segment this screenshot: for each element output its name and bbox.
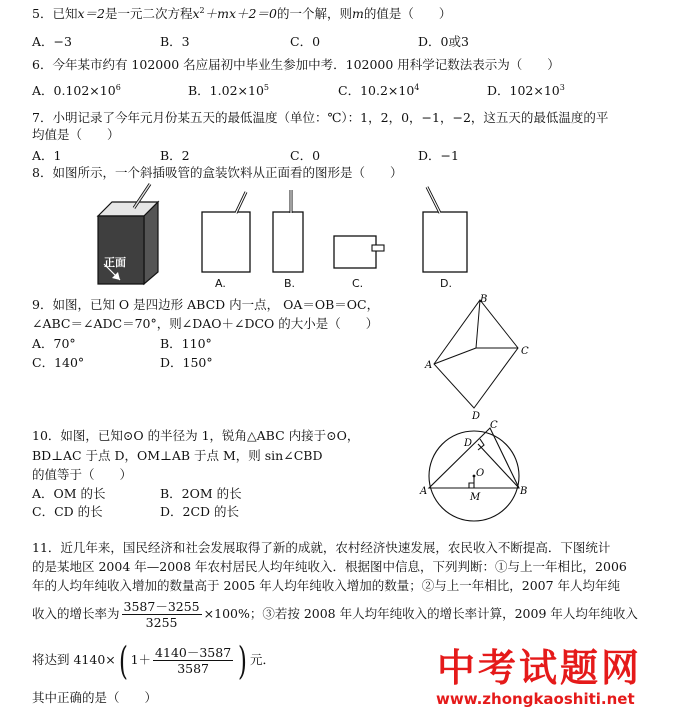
q9-option-d: D．150°: [160, 355, 213, 370]
q5-option-c: C．0: [290, 34, 321, 49]
q10-stem-line1: 10．如图，已知⊙O 的半径为 1，锐角△ABC 内接于⊙O，: [32, 428, 360, 443]
q11-line1: 11．近几年来，国民经济和社会发展取得了新的成就，农村经济快速发展，农民收入不断提高．下图统计: [32, 540, 611, 555]
fraction-growth-2007: $\frac{3587-3255}{3255}$: [123, 599, 200, 630]
drink-box-3d: [98, 184, 158, 284]
q10-label-b: B: [520, 486, 528, 497]
q9-label-b: B: [480, 294, 488, 305]
fraction-growth-2008: $\frac{4140-3587}{3587}$: [155, 645, 232, 676]
q8-stem: 8．如图所示，一个斜插吸管的盒装饮料从正面看的图形是（ ）: [32, 165, 403, 180]
q10-figure: [418, 414, 536, 526]
q10-label-a: A: [420, 486, 428, 497]
q10-label-c: C: [490, 420, 498, 431]
q6-option-c: C．$10.2\times 10^4$: [338, 83, 420, 98]
q6-stem: 6．今年某市约有 102000 名应届初中毕业生参加中考．102000 用科学记数法表示为（ ）: [32, 57, 560, 72]
q10-option-b: B．2OM 的长: [160, 486, 242, 501]
watermark-url: www.zhongkaoshiti.net: [436, 690, 635, 708]
watermark-logo-text: 中考试题网: [437, 646, 643, 690]
q9-option-a: A．70°: [32, 336, 76, 351]
q10-stem-line3: 的值等于（ ）: [32, 467, 133, 482]
q10-stem-line2: BD⊥AC 于点 D，OM⊥AB 于点 M，则 sin∠CBD: [32, 448, 323, 463]
q11-line4: 收入的增长率为 $\frac{3587-3255}{3255}$ ×100%；③若按 2008 年人均年纯收入的增长率计算，2009 年人均年纯收入: [32, 599, 638, 630]
q8-option-a: A.: [215, 277, 226, 290]
q11-line2: 的是某地区 2004 年—2008 年农村居民人均年纯收入．根据图中信息，下列判断：①与上一年相比，2006: [32, 559, 627, 574]
q8-shape-c: [334, 236, 384, 268]
q9-option-c: C．140°: [32, 355, 85, 370]
q11-line5: 将达到 4140×( 1＋ $\frac{4140-3587}{3587}$ ) 元．: [32, 638, 276, 683]
q6-option-d: D．$102\times 10^3$: [487, 83, 565, 98]
q5-stem: 5．已知x＝2是一元二次方程$x^2+mx+2=0$的一个解，则m的值是（ ）: [32, 6, 452, 21]
q8-option-b: B.: [284, 277, 296, 290]
q10-label-o: O: [476, 468, 485, 479]
q7-option-d: D．−1: [418, 148, 459, 163]
q10-option-a: A．OM 的长: [32, 486, 106, 501]
q7-option-a: A．1: [32, 148, 62, 163]
q9-label-d: D: [472, 411, 481, 422]
q9-label-c: C: [521, 346, 529, 357]
q9-stem-line1: 9．如图，已知 O 是四边形 ABCD 内一点， OA＝OB＝OC，: [32, 297, 380, 312]
q6-option-a: A．$0.102\times 10^6$: [32, 83, 121, 98]
q9-option-b: B．110°: [160, 336, 212, 351]
q6-option-b: B．$1.02\times 10^5$: [188, 83, 269, 98]
q10-label-d: D: [464, 438, 473, 449]
q5-option-b: B．3: [160, 34, 190, 49]
q5-option-d: D．0或3: [418, 34, 469, 49]
q8-option-d: D.: [440, 277, 452, 290]
q9-label-a: A: [425, 360, 433, 371]
box-front-label: 正面: [104, 256, 126, 269]
q11-line3: 年的人均年纯收入增加的数量高于 2005 年人均年纯收入增加的数量；②与上一年相比，2007 年人均年纯: [32, 578, 621, 593]
q10-label-m: M: [470, 492, 481, 503]
q8-shape-a: [202, 192, 250, 272]
q7-option-b: B．2: [160, 148, 190, 163]
q10-option-c: C．CD 的长: [32, 504, 103, 519]
q8-shape-b: [273, 190, 303, 272]
q9-stem-line2: ∠ABC＝∠ADC＝70°，则∠DAO＋∠DCO 的大小是（ ）: [32, 316, 379, 331]
q7-stem-line2: 均值是（ ）: [32, 127, 120, 142]
q11-line6: 其中正确的是（ ）: [32, 690, 158, 705]
q10-option-d: D．2CD 的长: [160, 504, 240, 519]
q7-stem-line1: 7．小明记录了今年元月份某五天的最低温度（单位：℃）：1，2，0，−1，−2，这五天的最低温度的平: [32, 110, 609, 125]
q5-option-a: A．−3: [32, 34, 72, 49]
q9-figure: [420, 290, 540, 422]
q8-shape-d: [423, 187, 467, 272]
q8-option-c: C.: [352, 277, 364, 290]
q7-option-c: C．0: [290, 148, 321, 163]
